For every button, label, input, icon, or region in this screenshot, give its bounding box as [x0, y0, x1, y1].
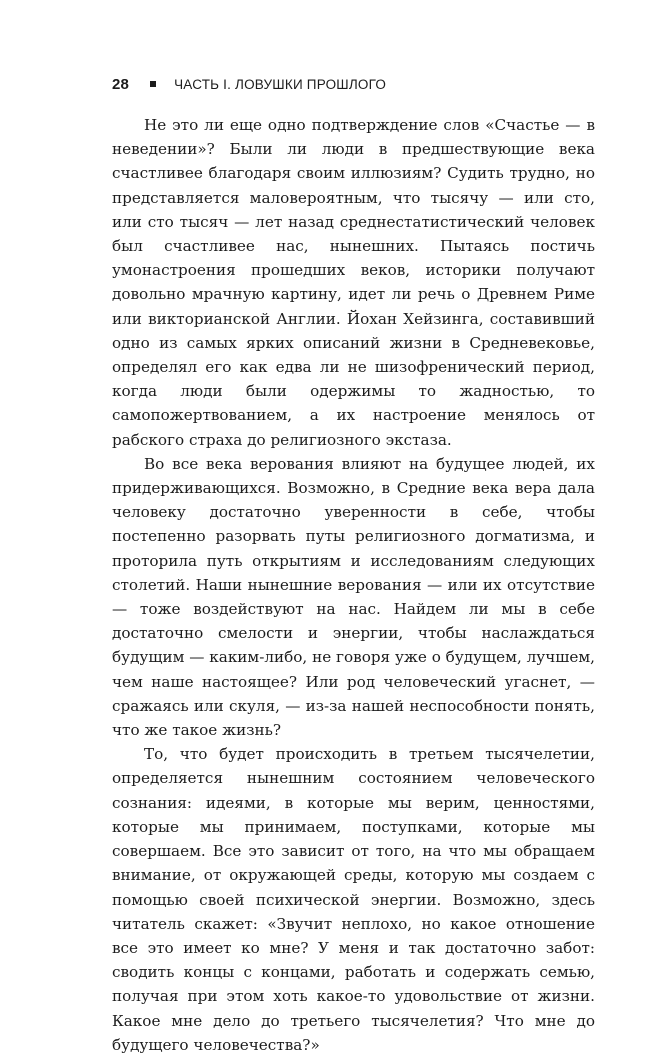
- page-number: 28: [112, 75, 130, 93]
- body-text: [112, 113, 595, 1057]
- paragraph: Не это ли еще одно подтверждение слов «Счастье — в неведении»? Были ли люди в предшествующие века счастливее благодаря своим иллюзиям? Судить трудно, но представляется маловероятным, что тысячу — или сто, или сто тысяч — лет назад среднестатистический человек был счастливее нас, нынешних. Пытаясь постичь умонастроения прошедших веков, историки получают довольно мрачную картину, идет ли речь о Древнем Риме или викторианской Англии. Йохан Хейзинга, составивший одно из самых ярких описаний жизни в Средневековье, определял его как едва ли не шизофренический период, когда люди были одержимы то жадностью, то самопожертвованием, а их настроение менялось от рабского страха до религиозного экстаза.: [112, 116, 595, 449]
- running-header: [112, 74, 386, 94]
- paragraph: Во все века верования влияют на будущее людей, их придерживающихся. Возможно, в Средние века вера дала человеку достаточно уверенности в себе, чтобы постепенно разорвать путы религиозного догматизма, и проторила путь открытиям и исследованиям следующих столетий. Наши нынешние верования — или их отсутствие — тоже воздействуют на нас. Найдем ли мы в себе достаточно смелости и энергии, чтобы наслаждаться будущим — каким-либо, не говоря уже о будущем, лучшем, чем наше настоящее? Или род человеческий угаснет, — сражаясь или скуля, — из-за нашей неспособности понять, что же такое жизнь?: [112, 454, 595, 740]
- paragraph: То, что будет происходить в третьем тысячелетии, определяется нынешним состоянием человеческого сознания: идеями, в которые мы верим, ценностями, которые мы принимаем, поступками, которые мы совершаем. Все это зависит от того, на что мы обращаем внимание, от окружающей среды, которую мы создаем с помощью своей психической энергии. Возможно, здесь читатель скажет: «Звучит неплохо, но какое отношение все это имеет ко мне? У меня и так достаточно забот: сводить концы с концами, работать и содержать семью, получая при этом хоть какое-то удовольствие от жизни. Какое мне дело до третьего тысячелетия? Что мне до будущего человечества?»: [112, 745, 595, 1054]
- header-bullet-icon: [150, 81, 156, 87]
- running-title: ЧАСТЬ I. ЛОВУШКИ ПРОШЛОГО: [174, 76, 387, 92]
